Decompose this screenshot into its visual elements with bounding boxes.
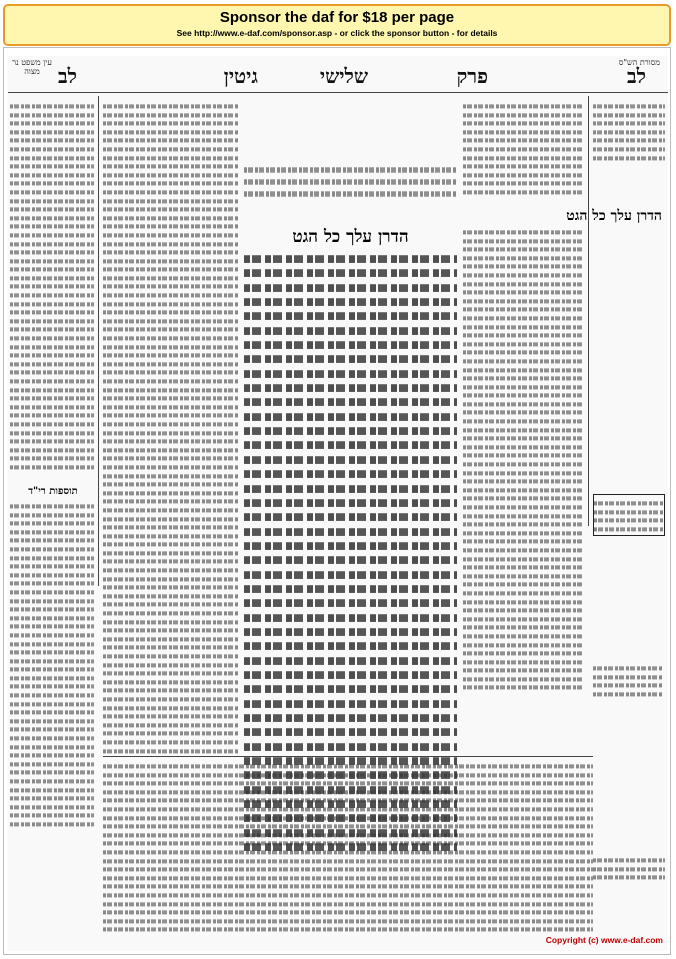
sponsor-banner-title[interactable]: Sponsor the daf for $18 per page bbox=[219, 9, 455, 26]
gilyon-hashas-note bbox=[593, 664, 663, 704]
hagahot-box bbox=[593, 494, 665, 536]
copyright-notice[interactable]: Copyright (c) www.e-daf.com bbox=[545, 935, 663, 945]
bottom-band-rule bbox=[103, 756, 593, 757]
tosafot-rid-column bbox=[10, 502, 94, 832]
tosafot-column bbox=[103, 102, 238, 792]
talmud-page bbox=[3, 47, 671, 955]
header-tractate: גיטין bbox=[223, 64, 258, 88]
masoret-hashas-label: מסורת הש"ס bbox=[618, 58, 660, 67]
sponsor-banner-subtitle[interactable]: See http://www.e-daf.com/sponsor.asp - or click the sponsor button - for details bbox=[176, 28, 498, 38]
sponsor-banner[interactable] bbox=[3, 4, 671, 46]
header-leaf-left: לב bbox=[58, 64, 77, 88]
rashi-column bbox=[463, 228, 583, 698]
gemara-top-text bbox=[244, 164, 457, 214]
page-scan bbox=[8, 56, 668, 951]
header-rule bbox=[8, 92, 668, 93]
ein-mishpat-label: עין משפט נר מצוה bbox=[12, 58, 52, 76]
column-divider-left bbox=[98, 96, 99, 586]
ein-mishpat-column bbox=[10, 102, 94, 482]
rashi-hadran-heading: הדרן עלך כל הגט bbox=[566, 208, 662, 224]
masoret-hashas-column bbox=[593, 102, 665, 222]
page-header bbox=[8, 64, 668, 90]
hadran-heading: הדרן עלך כל הגט bbox=[292, 227, 409, 247]
column-divider-right bbox=[588, 96, 589, 526]
header-chapter-label: פרק bbox=[456, 64, 488, 88]
rashi-top-text bbox=[463, 102, 583, 202]
bottom-commentary-band bbox=[103, 762, 593, 942]
tosafot-rid-heading: תוספות רי"ד bbox=[28, 486, 78, 497]
bottom-right-margin-note bbox=[593, 856, 665, 896]
header-chapter-number: שלישי bbox=[319, 64, 368, 88]
header-leaf-right: לב bbox=[627, 64, 646, 88]
